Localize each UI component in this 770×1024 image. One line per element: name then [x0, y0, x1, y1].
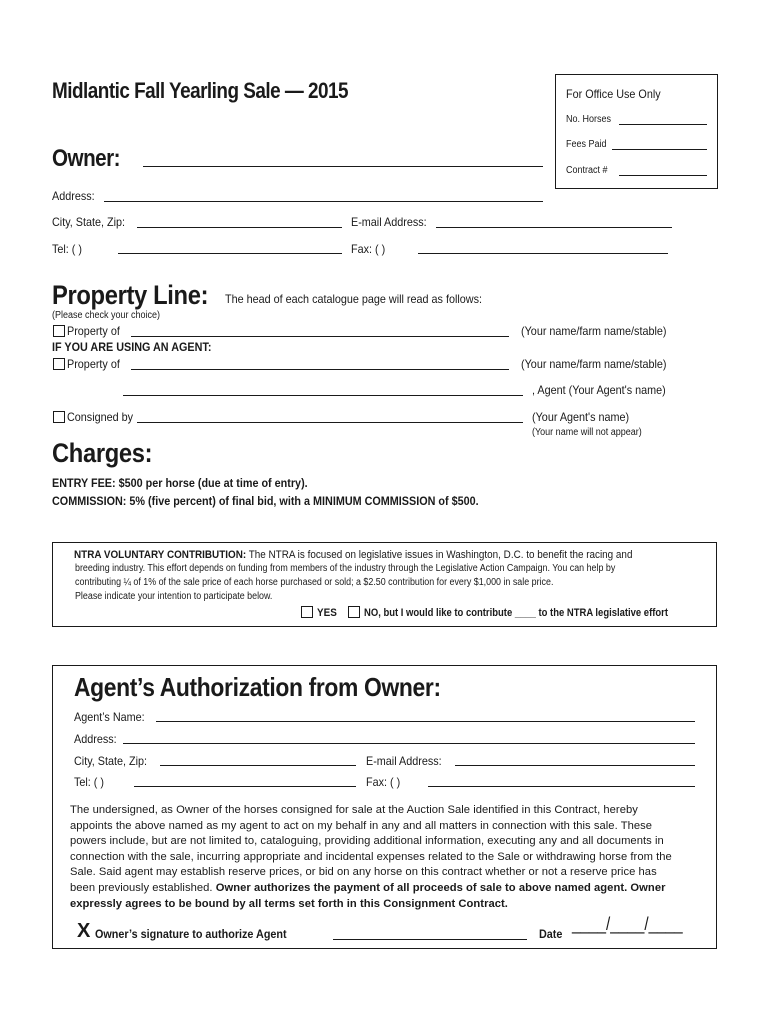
para-line: Sale. Said agent may establish reserve prices, or bid on any horse on this contract whether or not a reserve price has — [70, 866, 657, 879]
agent-email-label: E-mail Address: — [366, 754, 442, 768]
entry-fee-text: ENTRY FEE: $500 per horse (due at time of entry). — [52, 476, 308, 490]
owner-tel-label: Tel: ( ) — [52, 242, 83, 256]
property-of-checkbox[interactable] — [53, 325, 65, 337]
ntra-line-1-rest: The NTRA is focused on legislative issues in Washington, D.C. to benefit the racing and — [248, 549, 633, 561]
agent-city-field[interactable] — [160, 765, 356, 766]
owner-city-field[interactable] — [137, 227, 342, 228]
contract-number-label: Contract # — [566, 165, 608, 176]
agent-name-label: Agent’s Name: — [74, 710, 145, 724]
fees-paid-field[interactable] — [612, 149, 707, 150]
agent-fax-field[interactable] — [428, 786, 695, 787]
owner-fax-field[interactable] — [418, 253, 668, 254]
agent-name-suffix: , Agent (Your Agent's name) — [532, 383, 666, 397]
property-of-agent-field[interactable] — [131, 369, 509, 370]
ntra-line-3: contributing ¼ of 1% of the sale price of each horse purchased or sold; a $2.50 contribution for every $1,000 in sale price. — [75, 577, 554, 588]
no-horses-label: No. Horses — [566, 114, 612, 125]
ntra-no-label: NO, but I would like to contribute ____ to the NTRA legislative effort — [364, 607, 668, 619]
para-line-6a: been previously established. — [70, 881, 213, 894]
agent-address-field[interactable] — [123, 743, 695, 744]
date-field[interactable]: ____/____/____ — [572, 914, 683, 934]
ntra-line-1 — [74, 549, 632, 561]
consigned-by-label: Consigned by — [67, 410, 134, 424]
ntra-title: NTRA VOLUNTARY CONTRIBUTION: — [74, 549, 247, 561]
owner-tel-field[interactable] — [118, 253, 342, 254]
para-line: expressly agrees to be bound by all terms set forth in this Consignment Contract. — [70, 897, 508, 910]
agent-address-label: Address: — [74, 732, 117, 746]
no-horses-field[interactable] — [619, 124, 707, 125]
ntra-line-2: breeding industry. This effort depends on funding from members of the industry through the Legislative Action Campaign. You can help by — [75, 563, 616, 574]
signature-x-mark: X — [77, 920, 91, 942]
agent-fax-label: Fax: ( ) — [366, 775, 401, 789]
para-line: connection with the sale, incurring appropriate and incidental expenses related to the Sale or withdrawing horse from the — [70, 850, 672, 863]
para-line-6b: Owner authorizes the payment of all proceeds of sale to above named agent. Owner — [215, 881, 666, 894]
fees-paid-label: Fees Paid — [566, 139, 607, 150]
ntra-line-4: Please indicate your intention to participate below. — [75, 591, 273, 602]
agent-city-label: City, State, Zip: — [74, 754, 148, 768]
date-label: Date — [539, 927, 563, 941]
owner-city-label: City, State, Zip: — [52, 215, 126, 229]
property-of-field[interactable] — [131, 336, 509, 337]
check-choice-note: (Please check your choice) — [52, 310, 161, 321]
signature-label: Owner’s signature to authorize Agent — [95, 927, 287, 941]
para-line: The undersigned, as Owner of the horses consigned for sale at the Auction Sale identified in this Contract, hereby — [70, 804, 638, 816]
agent-authorization-heading: Agent’s Authorization from Owner: — [74, 672, 441, 702]
consigned-by-note: (Your name will not appear) — [532, 427, 642, 438]
agent-heading: IF YOU ARE USING AN AGENT: — [52, 340, 212, 354]
owner-email-field[interactable] — [436, 227, 672, 228]
consigned-by-suffix: (Your Agent's name) — [532, 410, 630, 424]
property-of-label: Property of — [67, 324, 120, 338]
property-line-subheading: The head of each catalogue page will read as follows: — [225, 292, 482, 306]
para-line: powers include, but are not limited to, cataloguing, providing additional information, executing any and all documents in — [70, 835, 664, 848]
owner-name-field[interactable] — [143, 166, 543, 167]
contract-number-field[interactable] — [619, 175, 707, 176]
property-of-agent-checkbox[interactable] — [53, 358, 65, 370]
agent-email-field[interactable] — [455, 765, 695, 766]
property-line-heading: Property Line: — [52, 280, 209, 310]
owner-heading: Owner: — [52, 145, 121, 172]
owner-fax-label: Fax: ( ) — [351, 242, 386, 256]
agent-tel-label: Tel: ( ) — [74, 775, 105, 789]
agent-name-field[interactable] — [123, 395, 523, 396]
office-use-heading: For Office Use Only — [566, 87, 661, 101]
charges-heading: Charges: — [52, 438, 153, 468]
owner-email-label: E-mail Address: — [351, 215, 427, 229]
owner-address-field[interactable] — [104, 201, 543, 202]
form-title: Midlantic Fall Yearling Sale — 2015 — [52, 78, 349, 103]
agent-tel-field[interactable] — [134, 786, 356, 787]
agent-auth-name-field[interactable] — [156, 721, 695, 722]
owner-signature-field[interactable] — [333, 939, 527, 940]
owner-address-label: Address: — [52, 189, 95, 203]
commission-text: COMMISSION: 5% (five percent) of final bid, with a MINIMUM COMMISSION of $500. — [52, 494, 479, 508]
para-line: appoints the above named as my agent to act on my behalf in any and all matters in connection with this sale. These — [70, 819, 653, 832]
ntra-no-checkbox[interactable] — [348, 606, 360, 618]
para-line-6 — [70, 881, 710, 897]
consigned-by-field[interactable] — [137, 422, 523, 423]
consigned-by-checkbox[interactable] — [53, 411, 65, 423]
property-of-agent-suffix: (Your name/farm name/stable) — [521, 357, 667, 371]
ntra-yes-checkbox[interactable] — [301, 606, 313, 618]
property-of-suffix: (Your name/farm name/stable) — [521, 324, 667, 338]
authorization-paragraph — [70, 803, 710, 912]
property-of-agent-label: Property of — [67, 357, 120, 371]
ntra-yes-label: YES — [317, 607, 337, 619]
